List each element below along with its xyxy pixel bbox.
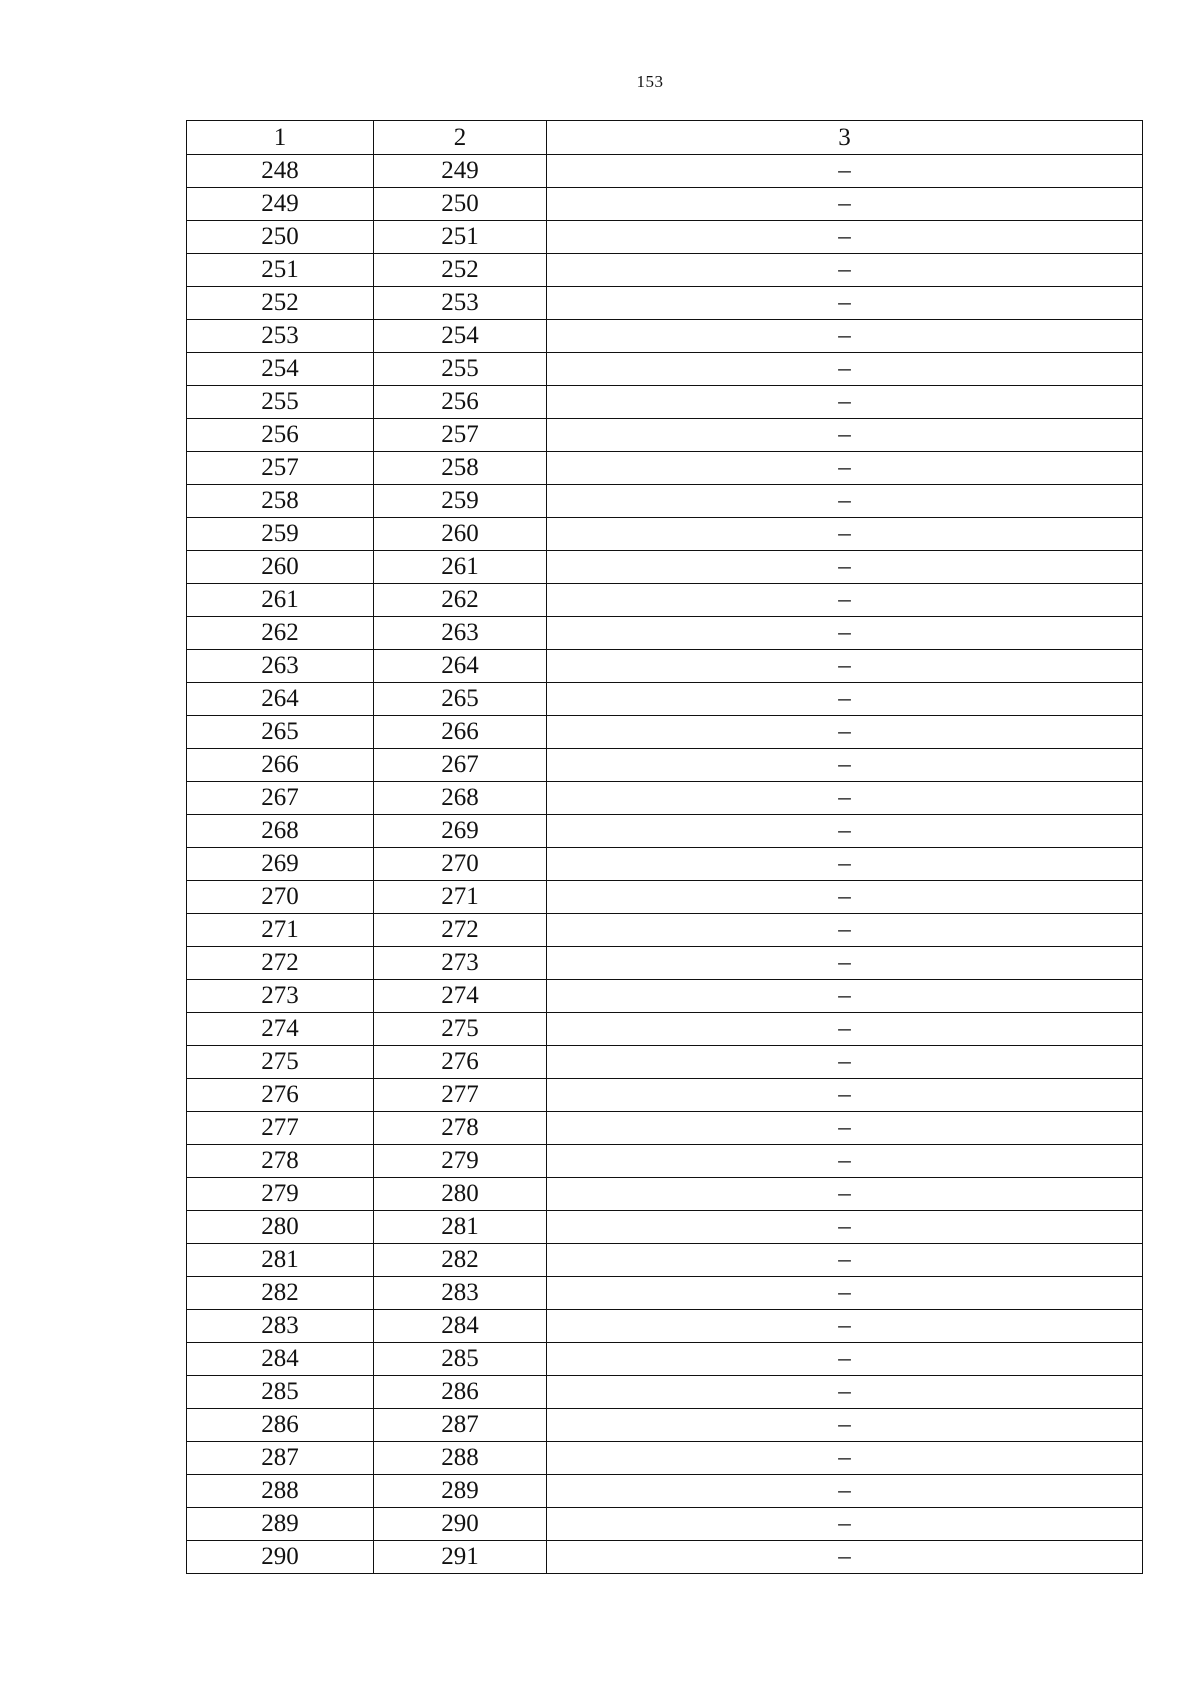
table-cell-col-2: 258 [374,452,547,485]
table-cell-col-2: 270 [374,848,547,881]
table-cell-col-3: – [547,221,1143,254]
table-row [187,452,1143,485]
table-row [187,1508,1143,1541]
table-row [187,1376,1143,1409]
table-cell-col-2: 281 [374,1211,547,1244]
table-cell-col-1: 275 [187,1046,374,1079]
table-cell-col-2: 282 [374,1244,547,1277]
table-cell-col-2: 291 [374,1541,547,1574]
table-cell-col-1: 272 [187,947,374,980]
table-cell-col-1: 277 [187,1112,374,1145]
table-cell-col-1: 263 [187,650,374,683]
table-cell-col-1: 269 [187,848,374,881]
table-cell-col-3: – [547,419,1143,452]
table-cell-col-3: – [547,1277,1143,1310]
table-row [187,881,1143,914]
table-cell-col-1: 283 [187,1310,374,1343]
table-cell-col-1: 266 [187,749,374,782]
table-cell-col-3: – [547,551,1143,584]
table-cell-col-2: 257 [374,419,547,452]
table-cell-col-3: – [547,386,1143,419]
table-cell-col-3: – [547,584,1143,617]
table-cell-col-3: – [547,1046,1143,1079]
table-cell-col-3: – [547,287,1143,320]
table-cell-col-1: 250 [187,221,374,254]
table-cell-col-3: – [547,881,1143,914]
table-cell-col-3: – [547,848,1143,881]
table-cell-col-3: – [547,518,1143,551]
table-cell-col-3: – [547,716,1143,749]
table-cell-col-1: 278 [187,1145,374,1178]
table-cell-col-2: 279 [374,1145,547,1178]
table-cell-col-1: 281 [187,1244,374,1277]
table-cell-col-3: – [547,1079,1143,1112]
table-row [187,320,1143,353]
table-row [187,485,1143,518]
table-cell-col-2: 277 [374,1079,547,1112]
data-table [186,120,1143,1574]
table-cell-col-2: 264 [374,650,547,683]
table-row [187,914,1143,947]
table-row [187,716,1143,749]
table-cell-col-2: 254 [374,320,547,353]
data-table-container [186,120,1142,1574]
table-row [187,650,1143,683]
table-cell-col-1: 255 [187,386,374,419]
table-cell-col-3: – [547,485,1143,518]
table-row [187,683,1143,716]
table-cell-col-2: 286 [374,1376,547,1409]
table-row [187,1145,1143,1178]
table-cell-col-2: 271 [374,881,547,914]
table-cell-col-3: – [547,254,1143,287]
table-row [187,1211,1143,1244]
table-cell-col-2: 289 [374,1475,547,1508]
table-row [187,1409,1143,1442]
table-cell-col-1: 271 [187,914,374,947]
table-body [187,121,1143,1574]
table-cell-col-2: 278 [374,1112,547,1145]
table-row [187,551,1143,584]
table-row [187,1013,1143,1046]
column-header: 3 [547,121,1143,155]
table-cell-col-2: 285 [374,1343,547,1376]
table-cell-col-3: – [547,914,1143,947]
table-cell-col-3: – [547,1013,1143,1046]
table-cell-col-2: 265 [374,683,547,716]
table-cell-col-3: – [547,749,1143,782]
table-cell-col-3: – [547,320,1143,353]
table-cell-col-3: – [547,650,1143,683]
table-cell-col-1: 279 [187,1178,374,1211]
table-cell-col-1: 253 [187,320,374,353]
table-cell-col-3: – [547,617,1143,650]
table-cell-col-1: 258 [187,485,374,518]
table-cell-col-1: 276 [187,1079,374,1112]
table-cell-col-2: 261 [374,551,547,584]
table-cell-col-1: 260 [187,551,374,584]
table-cell-col-3: – [547,1244,1143,1277]
table-row [187,980,1143,1013]
table-row [187,254,1143,287]
table-cell-col-2: 269 [374,815,547,848]
table-cell-col-1: 248 [187,155,374,188]
table-cell-col-1: 284 [187,1343,374,1376]
table-cell-col-3: – [547,1541,1143,1574]
table-cell-col-2: 288 [374,1442,547,1475]
table-row [187,584,1143,617]
table-cell-col-1: 285 [187,1376,374,1409]
table-cell-col-1: 286 [187,1409,374,1442]
table-cell-col-1: 264 [187,683,374,716]
table-row [187,1277,1143,1310]
table-cell-col-2: 266 [374,716,547,749]
table-cell-col-2: 276 [374,1046,547,1079]
column-header: 1 [187,121,374,155]
table-row [187,617,1143,650]
table-cell-col-3: – [547,452,1143,485]
table-cell-col-1: 280 [187,1211,374,1244]
table-cell-col-3: – [547,947,1143,980]
table-cell-col-2: 280 [374,1178,547,1211]
table-cell-col-3: – [547,1442,1143,1475]
table-cell-col-3: – [547,1145,1143,1178]
table-row [187,188,1143,221]
table-row [187,815,1143,848]
table-cell-col-2: 260 [374,518,547,551]
table-cell-col-2: 251 [374,221,547,254]
table-cell-col-3: – [547,815,1143,848]
table-row [187,353,1143,386]
table-row [187,1343,1143,1376]
table-cell-col-2: 267 [374,749,547,782]
table-row [187,155,1143,188]
table-cell-col-3: – [547,1310,1143,1343]
table-cell-col-1: 267 [187,782,374,815]
table-cell-col-3: – [547,1178,1143,1211]
table-cell-col-1: 270 [187,881,374,914]
table-row [187,221,1143,254]
table-cell-col-2: 273 [374,947,547,980]
table-cell-col-1: 265 [187,716,374,749]
table-row [187,1112,1143,1145]
table-cell-col-1: 287 [187,1442,374,1475]
page-number: 153 [636,72,664,91]
table-cell-col-1: 289 [187,1508,374,1541]
table-cell-col-1: 261 [187,584,374,617]
table-row [187,749,1143,782]
table-cell-col-3: – [547,353,1143,386]
table-row [187,386,1143,419]
table-row [187,1475,1143,1508]
table-cell-col-1: 290 [187,1541,374,1574]
table-cell-col-2: 262 [374,584,547,617]
table-row [187,848,1143,881]
table-cell-col-3: – [547,1211,1143,1244]
table-cell-col-1: 282 [187,1277,374,1310]
table-cell-col-3: – [547,782,1143,815]
column-header: 2 [374,121,547,155]
table-row [187,287,1143,320]
table-cell-col-1: 262 [187,617,374,650]
table-cell-col-2: 290 [374,1508,547,1541]
table-cell-col-2: 253 [374,287,547,320]
table-cell-col-2: 287 [374,1409,547,1442]
table-cell-col-3: – [547,1112,1143,1145]
table-row [187,518,1143,551]
table-cell-col-3: – [547,683,1143,716]
table-cell-col-2: 256 [374,386,547,419]
table-cell-col-3: – [547,1343,1143,1376]
table-cell-col-2: 284 [374,1310,547,1343]
table-cell-col-2: 255 [374,353,547,386]
table-cell-col-2: 250 [374,188,547,221]
table-row [187,1178,1143,1211]
table-header-row [187,121,1143,155]
table-cell-col-3: – [547,155,1143,188]
table-cell-col-3: – [547,980,1143,1013]
table-row [187,782,1143,815]
table-cell-col-3: – [547,188,1143,221]
table-cell-col-1: 249 [187,188,374,221]
table-cell-col-1: 273 [187,980,374,1013]
table-row [187,947,1143,980]
table-cell-col-2: 252 [374,254,547,287]
table-row [187,1046,1143,1079]
table-row [187,1310,1143,1343]
table-cell-col-1: 274 [187,1013,374,1046]
table-cell-col-1: 257 [187,452,374,485]
table-row [187,419,1143,452]
table-cell-col-1: 259 [187,518,374,551]
table-cell-col-2: 263 [374,617,547,650]
table-cell-col-2: 259 [374,485,547,518]
table-cell-col-1: 288 [187,1475,374,1508]
table-cell-col-2: 268 [374,782,547,815]
table-row [187,1442,1143,1475]
table-cell-col-3: – [547,1508,1143,1541]
table-cell-col-3: – [547,1475,1143,1508]
table-row [187,1541,1143,1574]
table-cell-col-1: 256 [187,419,374,452]
table-cell-col-2: 275 [374,1013,547,1046]
table-cell-col-1: 254 [187,353,374,386]
table-cell-col-1: 268 [187,815,374,848]
table-cell-col-2: 283 [374,1277,547,1310]
table-cell-col-2: 274 [374,980,547,1013]
table-cell-col-1: 251 [187,254,374,287]
table-row [187,1079,1143,1112]
table-cell-col-1: 252 [187,287,374,320]
table-cell-col-3: – [547,1376,1143,1409]
table-row [187,1244,1143,1277]
table-cell-col-3: – [547,1409,1143,1442]
table-cell-col-2: 249 [374,155,547,188]
table-cell-col-2: 272 [374,914,547,947]
